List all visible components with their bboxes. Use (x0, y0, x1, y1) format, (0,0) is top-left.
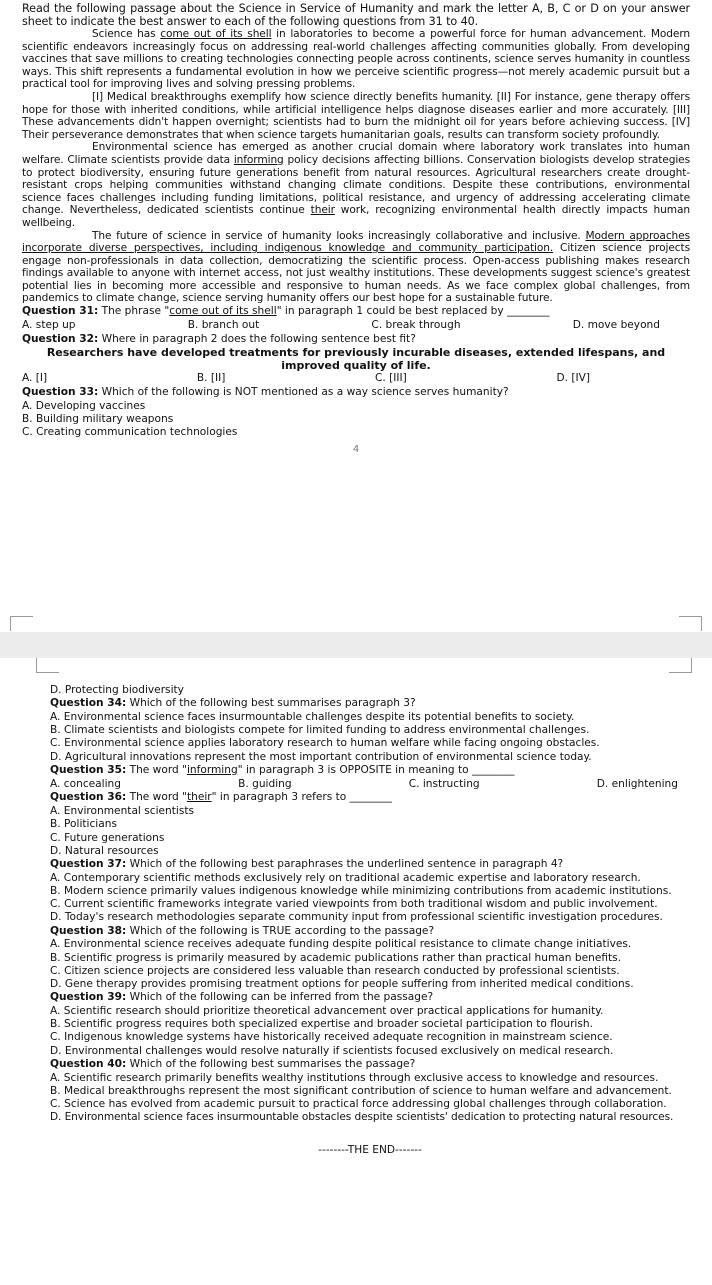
question-label: Question 35: (50, 763, 127, 776)
passage-paragraph-3 (22, 141, 690, 229)
question-stem: Where in paragraph 2 does the following sentence best fit? (98, 332, 416, 345)
option-c[interactable]: C. instructing (408, 777, 480, 790)
option-a[interactable]: A. Scientific research should prioritize theoretical advancement over practical applications for humanity. (50, 1005, 604, 1018)
passage-paragraph-1 (22, 28, 690, 91)
option-b[interactable]: B. Climate scientists and biologists compete for limited funding to address environmental challenges. (50, 724, 590, 737)
options-row (22, 372, 690, 386)
page-corner-mark (679, 616, 702, 631)
question-stem-a: The word " (126, 763, 187, 776)
option-c[interactable]: C. Indigenous knowledge systems have historically received adequate recognition in mainstream science. (50, 1031, 613, 1044)
question-label: Question 31: (22, 305, 99, 318)
option-c[interactable]: C. Creating communication technologies (22, 426, 238, 439)
p3-text-a: Environmental science has emerged as another crucial domain where laboratory work translates into human welfare. Climate scientists provide data (22, 141, 690, 166)
option-c[interactable]: C. [III] (375, 372, 407, 385)
question-stem-b: " in paragraph 1 could be best replaced by ________ (276, 305, 550, 318)
question-39 (50, 991, 690, 1058)
option-a[interactable]: A. [I] (22, 372, 48, 385)
question-label: Question 33: (22, 386, 99, 399)
option-b[interactable]: B. Scientific progress is primarily measured by academic publications rather than practical human benefits. (50, 951, 622, 964)
option-c[interactable]: C. Science has evolved from academic pursuit to practical force addressing global challenges through collaboration. (50, 1098, 667, 1111)
question-stem: Which of the following best summarises the passage? (126, 1057, 416, 1070)
question-stem-b: " in paragraph 3 refers to ________ (211, 791, 392, 804)
question-35 (50, 764, 690, 792)
option-b[interactable]: B. Building military weapons (22, 413, 174, 426)
option-c[interactable]: C. break through (371, 318, 461, 331)
question-stem-underlined: their (186, 791, 212, 804)
option-b[interactable]: B. branch out (187, 318, 260, 331)
page-corner-mark (10, 616, 33, 631)
question-37 (50, 858, 690, 925)
option-a[interactable]: A. Scientific research primarily benefits wealthy institutions through exclusive access to knowledge and resources. (50, 1071, 659, 1084)
question-stem: Which of the following is NOT mentioned as a way science serves humanity? (98, 386, 509, 399)
p1-text-b: in laboratories to become a powerful force for human advancement. Modern scientific endeavors increasingly focus on addressing real-world challenges affecting communities globally. From developing vaccines that save millions to creating technologies connecting people across continents, science serves humanity in countless ways. This shift represents a fundamental evolution in how we perceive scientific progress—not merely academic pursuit but a practical tool for improving lives and solving pressing problems. (22, 28, 691, 91)
the-end-marker: --------THE END------- (318, 1143, 422, 1156)
p3-text-c: work, recognizing environmental health directly impacts human wellbeing. (22, 204, 691, 229)
option-a[interactable]: A. Contemporary scientific methods exclusively rely on traditional academic expertise and laboratory research. (50, 871, 641, 884)
option-d[interactable]: D. [IV] (556, 372, 590, 385)
option-c[interactable]: C. Future generations (50, 831, 165, 844)
option-a[interactable]: A. Environmental scientists (50, 805, 195, 818)
options-row (50, 778, 690, 792)
question-stem-a: The word " (126, 791, 187, 804)
question-stem: Which of the following is TRUE according to the passage? (126, 924, 435, 937)
question-40 (50, 1058, 690, 1124)
question-label: Question 39: (50, 991, 127, 1004)
question-36 (50, 791, 690, 858)
option-d[interactable]: D. Environmental challenges would resolve naturally if scientists focused exclusively on medical research. (50, 1044, 614, 1057)
option-d[interactable]: D. move beyond (572, 318, 660, 331)
option-b[interactable]: B. Scientific progress requires both specialized expertise and broader societal participation to flourish. (50, 1018, 593, 1031)
p3-underlined-word-informing: informing (233, 153, 284, 166)
insert-sentence: Researchers have developed treatments for previously incurable diseases, extended lifespans, and improved quality of life. (46, 346, 666, 373)
page-1 (0, 0, 712, 632)
question-label: Question 32: (22, 332, 99, 345)
page-corner-mark (669, 658, 692, 673)
question-stem: Which of the following best summarises paragraph 3? (126, 697, 416, 710)
option-c[interactable]: C. Citizen science projects are considered less valuable than research conducted by professional scientists. (50, 964, 620, 977)
p1-underlined-phrase: come out of its shell (160, 28, 272, 40)
page-gap (0, 632, 712, 658)
option-d[interactable]: D. Gene therapy provides promising treatment options for people suffering from inherited medical conditions. (50, 978, 634, 991)
option-d[interactable]: D. Today's research methodologies separate community input from professional scientific investigation procedures. (50, 911, 663, 924)
page-corner-mark (36, 658, 59, 673)
option-a[interactable]: A. Environmental science receives adequate funding despite political resistance to climate change initiatives. (50, 938, 632, 951)
option-b[interactable]: B. Medical breakthroughs represent the most significant contribution of science to human welfare and advancement. (50, 1084, 672, 1097)
options-row (22, 319, 690, 333)
p4-underlined-sentence: Modern approaches incorporate diverse perspectives, including indigenous knowledge and community participation. (22, 229, 690, 255)
option-a[interactable]: A. step up (22, 318, 76, 331)
option-d[interactable]: D. Agricultural innovations represent the most important contribution of environmental science today. (50, 750, 592, 763)
option-b[interactable]: B. guiding (238, 777, 292, 790)
option-b[interactable]: B. [II] (196, 372, 226, 385)
page-2 (0, 658, 712, 1285)
p3-text-b: policy decisions affecting billions. Conservation biologists develop strategies to protect biodiversity, ensuring future generations benefit from natural resources. Agricultural researchers create drought-resistant crops helping communities withstand changing climate conditions. Despite these contributions, environmental science faces challenges including funding limitations, political resistance, and urgency of addressing accelerating climate change. Nevertheless, dedicated scientists continue (22, 153, 690, 217)
option-c[interactable]: C. Current scientific frameworks integrate varied viewpoints from both traditional wisdom and public involvement. (50, 898, 658, 911)
question-31 (22, 305, 690, 333)
p1-text-a: Science has (92, 28, 161, 40)
p3-underlined-word-their: their (310, 204, 335, 217)
question-34 (50, 697, 690, 764)
question-label: Question 34: (50, 697, 127, 710)
p4-text-a: The future of science in service of humanity looks increasingly collaborative and inclusive. (92, 229, 586, 242)
option-b[interactable]: B. Politicians (50, 818, 117, 831)
question-stem-b: " in paragraph 3 is OPPOSITE in meaning to ________ (237, 763, 515, 776)
question-label: Question 40: (50, 1057, 127, 1070)
option-c[interactable]: C. Environmental science applies laboratory research to human welfare while facing ongoing obstacles. (50, 737, 600, 750)
question-32 (22, 333, 690, 387)
option-a[interactable]: A. Environmental science faces insurmountable challenges despite its potential benefits to society. (50, 711, 575, 723)
question-33 (22, 386, 690, 439)
question-stem: Which of the following best paraphrases the underlined sentence in paragraph 4? (126, 858, 564, 871)
question-label: Question 37: (50, 858, 127, 871)
q33-option-d[interactable]: D. Protecting biodiversity (50, 684, 184, 696)
question-label: Question 36: (50, 791, 127, 804)
option-d[interactable]: D. Environmental science faces insurmountable obstacles despite scientists' dedication to protecting natural resources. (50, 1111, 674, 1124)
question-stem: Which of the following can be inferred from the passage? (126, 991, 434, 1004)
question-stem-underlined: come out of its shell (169, 305, 277, 318)
option-d[interactable]: D. enlightening (596, 777, 678, 790)
p4-text-b: Citizen science projects engage non-professionals in data collection, democratizing the scientific process. Open-access publishing makes research findings available to anyone with internet access, not just wealthy institutions. These developments suggest science's greatest potential lies in becoming more accessible and responsive to human needs. As we face complex global challenges, from pandemics to climate change, science serving humanity offers our best hope for a sustainable future. (22, 242, 690, 305)
option-a[interactable]: A. concealing (50, 777, 121, 790)
option-a[interactable]: A. Developing vaccines (22, 400, 146, 413)
question-stem-a: The phrase " (98, 305, 170, 318)
passage-paragraph-2: [I] Medical breakthroughs exemplify how science directly benefits humanity. [II] For instance, gene therapy offers hope for those with inherited conditions, while artificial intelligence helps diagnose diseases earlier and more accurately. [III] These advancements didn't happen overnight; scientists had to burn the midnight oil for years before achieving success. [IV] Their perseverance demonstrates that when science targets humanitarian goals, results can transform society profoundly. (22, 90, 690, 141)
instruction: Read the following passage about the Science in Service of Humanity and mark the letter A, B, C or D on your answer sheet to indicate the best answer to each of the following questions from 31 to 40. (22, 2, 690, 28)
question-label: Question 38: (50, 924, 127, 937)
page-number: 4 (352, 443, 360, 455)
question-stem-underlined: informing (186, 763, 238, 776)
option-b[interactable]: B. Modern science primarily values indigenous knowledge while minimizing contributions from academic institutions. (50, 885, 672, 898)
question-38 (50, 925, 690, 992)
passage-paragraph-4 (22, 230, 690, 306)
option-d[interactable]: D. Natural resources (50, 844, 159, 857)
